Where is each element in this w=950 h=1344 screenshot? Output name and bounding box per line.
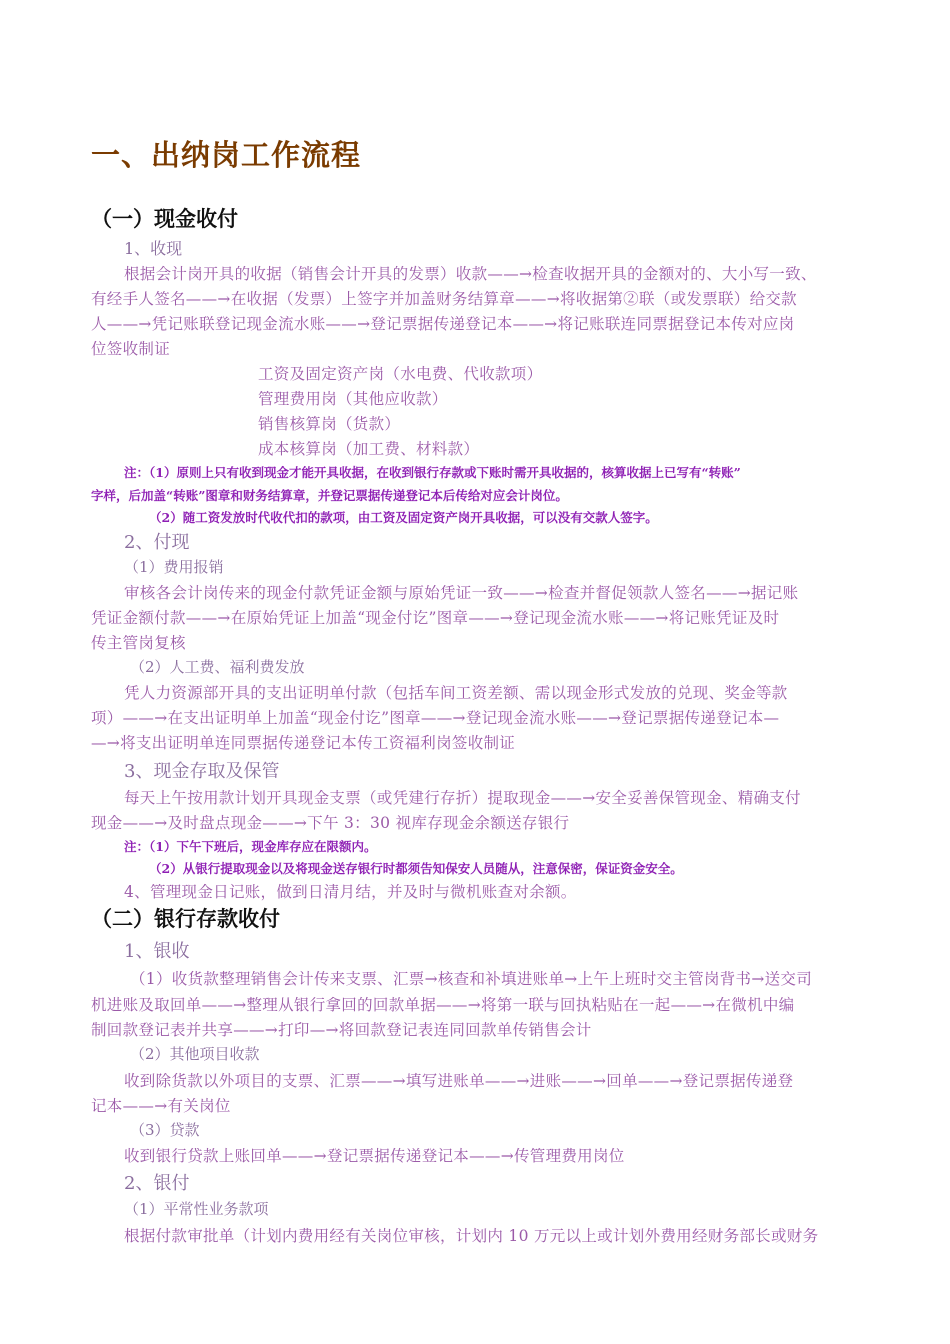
item-heading: （2）人工费、福利费发放 (130, 658, 305, 676)
paragraph-line: 审核各会计岗传来的现金付款凭证金额与原始凭证一致——→检查并督促领款人签名——→据记账 (124, 584, 799, 602)
subsection-heading-payment: 2、付现 (124, 532, 190, 553)
page-title: 一、出纳岗工作流程 (91, 138, 362, 172)
paragraph-line: 有经手人签名——→在收据（发票）上签字并加盖财务结算章——→将收据第②联（或发票联）给交款 (91, 290, 797, 308)
paragraph-line: 根据付款审批单（计划内费用经有关岗位审核，计划内 10 万元以上或计划外费用经财务部长或财务 (124, 1227, 819, 1245)
subsection-heading-receipt: 1、收现 (124, 239, 183, 258)
item-heading: （2）其他项目收款 (130, 1045, 260, 1063)
paragraph-line: 记本——→有关岗位 (91, 1097, 231, 1115)
paragraph-line: 收到银行贷款上账回单——→登记票据传递登记本——→传管理费用岗位 (124, 1147, 625, 1165)
subsection-heading-storage: 3、现金存取及保管 (124, 761, 280, 782)
paragraph-line: 4、管理现金日记账，做到日清月结，并及时与微机账查对余额。 (124, 883, 577, 901)
item-heading: （3）贷款 (130, 1121, 200, 1139)
paragraph-line: 每天上午按用款计划开具现金支票（或凭建行存折）提取现金——→安全妥善保管现金、精确支付 (124, 789, 801, 807)
paragraph-line: 凭证金额付款——→在原始凭证上加盖“现金付讫”图章——→登记现金流水账——→将记账凭证及时 (91, 609, 780, 627)
note-line: （2）随工资发放时代收代扣的款项，由工资及固定资产岗开具收据，可以没有交款人签字。 (149, 510, 658, 525)
post-list-item: 成本核算岗（加工费、材料款） (258, 440, 480, 458)
section-heading-cash: （一）现金收付 (91, 206, 238, 231)
post-list-item: 销售核算岗（货款） (258, 415, 401, 433)
section-heading-bank: （二）银行存款收付 (91, 906, 280, 931)
paragraph-line: 机进账及取回单——→整理从银行拿回的回款单据——→将第一联与回执粘贴在一起——→在微机中编 (91, 996, 795, 1014)
note-line: 注：（1）原则上只有收到现金才能开具收据，在收到银行存款或下账时需开具收据的，核算收据上已写有“转账” (124, 465, 741, 480)
paragraph-line: 制回款登记表并共享——→打印—→将回款登记表连同回款单传销售会计 (91, 1021, 592, 1039)
note-line: 字样，后加盖“转账”图章和财务结算章，并登记票据传递登记本后传给对应会计岗位。 (91, 488, 568, 503)
post-list-item: 管理费用岗（其他应收款） (258, 390, 448, 408)
item-heading: （1）费用报销 (124, 558, 224, 576)
paragraph-line: 位签收制证 (91, 340, 171, 358)
paragraph-line: 收到除货款以外项目的支票、汇票——→填写进账单——→进账——→回单——→登记票据传递登 (124, 1072, 794, 1090)
note-line: 注：（1）下午下班后，现金库存应在限额内。 (124, 839, 377, 854)
subsection-heading-bank-receive: 1、银收 (124, 941, 190, 962)
paragraph-line: —→将支出证明单连同票据传递登记本传工资福利岗签收制证 (91, 734, 516, 752)
post-list-item: 工资及固定资产岗（水电费、代收款项） (258, 365, 543, 383)
paragraph-line: 人——→凭记账联登记现金流水账——→登记票据传递登记本——→将记账联连同票据登记本传对应岗 (91, 315, 795, 333)
paragraph-line: 凭人力资源部开具的支出证明单付款（包括车间工资差额、需以现金形式发放的兑现、奖金等款 (124, 684, 788, 702)
note-line: （2）从银行提取现金以及将现金送存银行时都须告知保安人员随从，注意保密，保证资金安全。 (149, 861, 683, 876)
paragraph-line: 现金——→及时盘点现金——→下午 3：30 视库存现金余额送存银行 (91, 814, 570, 832)
paragraph-line: 传主管岗复核 (91, 634, 186, 652)
paragraph-line: 项）——→在支出证明单上加盖“现金付讫”图章——→登记现金流水账——→登记票据传递登记本— (91, 709, 780, 727)
subsection-heading-bank-pay: 2、银付 (124, 1173, 190, 1194)
paragraph-line: （1）收货款整理销售会计传来支票、汇票→核查和补填进账单→上午上班时交主管岗背书→送交司 (130, 970, 813, 988)
paragraph-line: 根据会计岗开具的收据（销售会计开具的发票）收款——→检查收据开具的金额对的、大小写一致、 (124, 265, 817, 283)
item-heading: （1）平常性业务款项 (124, 1200, 269, 1218)
